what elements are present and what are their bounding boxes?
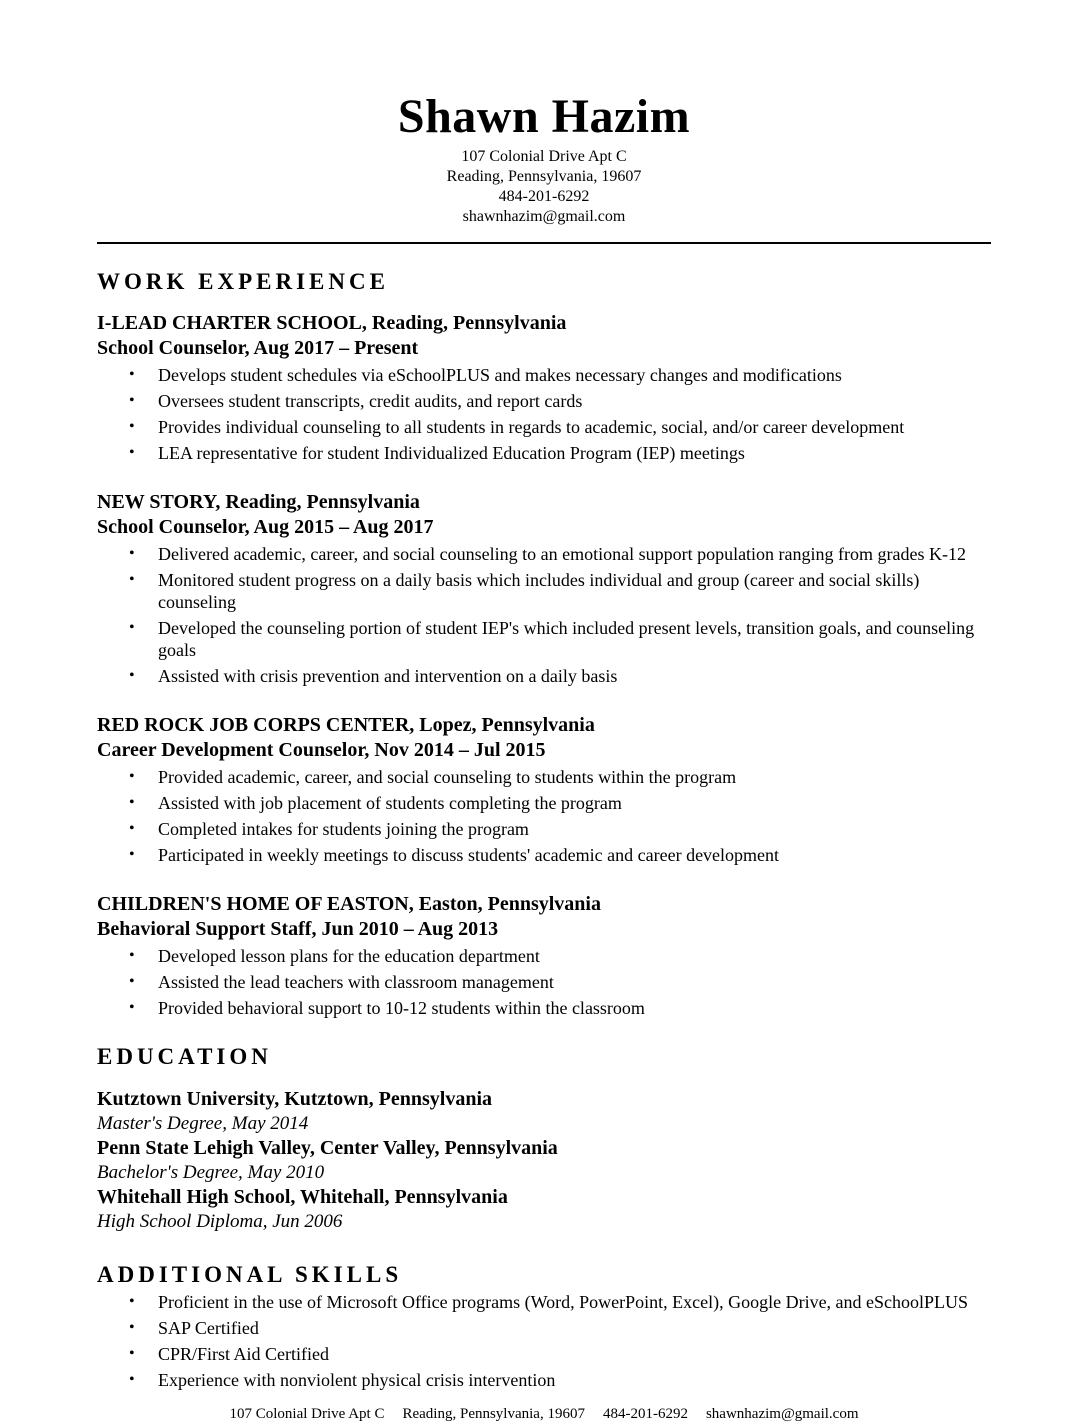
education-title: EDUCATION xyxy=(97,1044,272,1069)
contact-email: shawnhazim@gmail.com xyxy=(462,208,626,225)
job-role: Career Development Counselor, Nov 2014 – Jul 2015 xyxy=(97,739,546,761)
work-experience-title: WORK EXPERIENCE xyxy=(97,269,389,294)
job-bullet-list xyxy=(97,543,991,687)
job-bullet: • Oversees student transcripts, credit audits, and report cards xyxy=(158,390,991,412)
job-bullet: • Assisted the lead teachers with classroom management xyxy=(158,971,991,993)
job-bullet: • Provided behavioral support to 10-12 students within the classroom xyxy=(158,997,991,1019)
job-company: CHILDREN'S HOME OF EASTON, Easton, Pennsylvania xyxy=(97,893,601,915)
job-bullet-list xyxy=(97,766,991,866)
job-entry-red-rock xyxy=(97,713,991,866)
job-bullet: • Developed the counseling portion of student IEP's which included present levels, transition goals, and counseling goals xyxy=(158,617,991,661)
skill-bullet: • SAP Certified xyxy=(158,1317,991,1339)
job-bullet: • Monitored student progress on a daily basis which includes individual and group (career and social skills) counseling xyxy=(158,569,991,613)
job-company: RED ROCK JOB CORPS CENTER, Lopez, Pennsylvania xyxy=(97,714,595,736)
job-bullet: • Develops student schedules via eSchoolPLUS and makes necessary changes and modifications xyxy=(158,364,991,386)
education-entry xyxy=(97,1087,991,1136)
education-degree: High School Diploma, Jun 2006 xyxy=(97,1211,343,1232)
education-school: Whitehall High School, Whitehall, Pennsylvania xyxy=(97,1186,508,1208)
education-entry xyxy=(97,1185,991,1234)
job-bullet: • Participated in weekly meetings to discuss students' academic and career development xyxy=(158,844,991,866)
education-degree: Bachelor's Degree, May 2010 xyxy=(97,1162,325,1183)
person-name: Shawn Hazim xyxy=(397,90,691,143)
education-school: Kutztown University, Kutztown, Pennsylvania xyxy=(97,1088,493,1110)
section-work-experience xyxy=(97,269,991,1019)
skill-bullet: • Proficient in the use of Microsoft Office programs (Word, PowerPoint, Excel), Google Drive, and eSchoolPLUS xyxy=(158,1291,991,1313)
contact-address-line2: Reading, Pennsylvania, 19607 xyxy=(446,168,642,185)
contact-address-line1: 107 Colonial Drive Apt C xyxy=(461,148,627,165)
contact-block xyxy=(97,147,991,227)
resume-header xyxy=(97,92,991,244)
skills-bullet-list xyxy=(97,1291,991,1391)
additional-skills-title: ADDITIONAL SKILLS xyxy=(97,1262,403,1287)
job-bullet: • Delivered academic, career, and social counseling to an emotional support population ranging from grades K-12 xyxy=(158,543,991,565)
job-company: I-LEAD CHARTER SCHOOL, Reading, Pennsylvania xyxy=(97,312,567,334)
contact-phone: 484-201-6292 xyxy=(498,188,590,205)
skill-bullet: • CPR/First Aid Certified xyxy=(158,1343,991,1365)
job-bullet: • Provides individual counseling to all students in regards to academic, social, and/or career development xyxy=(158,416,991,438)
job-role: School Counselor, Aug 2017 – Present xyxy=(97,337,419,359)
skill-bullet: • Experience with nonviolent physical crisis intervention xyxy=(158,1369,991,1391)
education-entry xyxy=(97,1136,991,1185)
job-bullet: • Provided academic, career, and social counseling to students within the program xyxy=(158,766,991,788)
header-divider xyxy=(97,242,991,244)
section-education xyxy=(97,1044,991,1234)
section-additional-skills xyxy=(97,1262,991,1391)
job-bullet: • Developed lesson plans for the education department xyxy=(158,945,991,967)
job-bullet-list xyxy=(97,945,991,1019)
job-role: School Counselor, Aug 2015 – Aug 2017 xyxy=(97,516,434,538)
footer-city: Reading, Pennsylvania, 19607 xyxy=(402,1406,585,1422)
job-bullet: • LEA representative for student Individualized Education Program (IEP) meetings xyxy=(158,442,991,464)
education-school: Penn State Lehigh Valley, Center Valley, Pennsylvania xyxy=(97,1137,558,1159)
job-bullet: • Assisted with crisis prevention and intervention on a daily basis xyxy=(158,665,991,687)
job-company: NEW STORY, Reading, Pennsylvania xyxy=(97,491,420,513)
footer-address: 107 Colonial Drive Apt C xyxy=(229,1406,385,1422)
education-degree: Master's Degree, May 2014 xyxy=(97,1113,309,1134)
job-bullet: • Completed intakes for students joining the program xyxy=(158,818,991,840)
job-bullet: • Assisted with job placement of students completing the program xyxy=(158,792,991,814)
job-entry-childrens-home xyxy=(97,892,991,1019)
footer-phone: 484-201-6292 xyxy=(602,1406,688,1422)
job-bullet-list xyxy=(97,364,991,464)
job-entry-new-story xyxy=(97,490,991,687)
job-entry-ilead xyxy=(97,311,991,464)
education-entries xyxy=(97,1087,991,1234)
job-role: Behavioral Support Staff, Jun 2010 – Aug 2013 xyxy=(97,918,499,940)
footer-email: shawnhazim@gmail.com xyxy=(705,1406,859,1422)
